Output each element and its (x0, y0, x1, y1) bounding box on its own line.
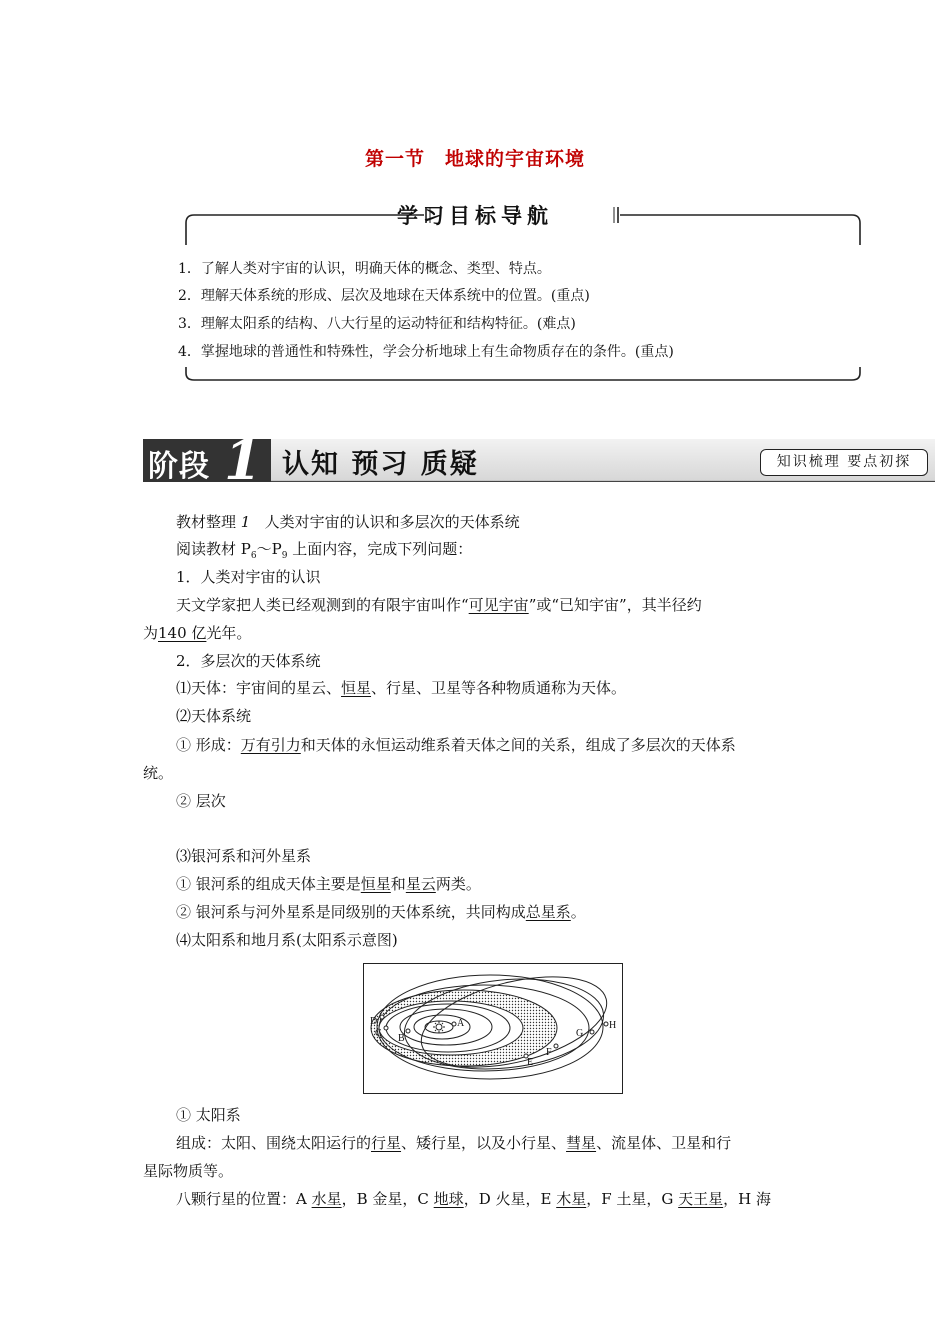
goal-item: 3．理解太阳系的结构、八大行星的运动特征和结构特征。(难点) (178, 316, 576, 332)
paragraph: 星际物质等。 (143, 1162, 234, 1180)
reading-instruction: 阅读教材 $P_6\sim P_9$ 上面内容，完成下列问题： (176, 540, 473, 561)
stage-tag: 知识梳理 要点初探 (760, 449, 928, 476)
goal-item: 4．掌握地球的普通性和特殊性，学会分析地球上有生命物质存在的条件。(重点) (178, 344, 674, 360)
stage-number: 1 (224, 428, 262, 492)
planet-label: G (576, 1028, 584, 1039)
paragraph: ② 层次 (176, 792, 226, 810)
paragraph: ① 形成：万有引力和天体的永恒运动维系着天体之间的关系，组成了多层次的天体系 (176, 736, 736, 754)
paragraph: ① 太阳系 (176, 1106, 241, 1124)
paragraph: ⑴天体：宇宙间的星云、恒星、行星、卫星等各种物质通称为天体。 (176, 679, 627, 697)
paragraph: 天文学家把人类已经观测到的有限宇宙叫作“可见宇宙”或“已知宇宙”，其半径约 (176, 596, 702, 614)
planet-label: D (370, 1016, 378, 1027)
stage-title: 认知 预习 质疑 (282, 449, 479, 480)
subheading: 2．多层次的天体系统 (176, 652, 321, 670)
paragraph: 组成：太阳、围绕太阳运行的行星、矮行星，以及小行星、彗星、流星体、卫星和行 (176, 1134, 732, 1152)
paragraph: ② 银河系与河外星系是同级别的天体系统，共同构成总星系。 (176, 903, 586, 921)
planet-label: E (527, 1057, 534, 1068)
page-title: 第一节 地球的宇宙环境 (364, 148, 585, 170)
paragraph: ⑶银河系和河外星系 (176, 847, 312, 865)
paragraph: 统。 (143, 764, 174, 782)
section-heading: 教材整理 1 人类对宇宙的认识和多层次的天体系统 (176, 513, 520, 531)
solar-system-figure (363, 963, 623, 1094)
planet-label: F (546, 1047, 552, 1058)
goals-heading: 学习目标导航 (397, 203, 553, 228)
planet-label: B (398, 1033, 405, 1044)
planet-label: H (609, 1020, 617, 1031)
goal-item: 2．理解天体系统的形成、层次及地球在天体系统中的位置。(重点) (178, 288, 590, 304)
planet-label: A (457, 1018, 465, 1029)
paragraph: ⑷太阳系和地月系(太阳系示意图) (176, 931, 398, 949)
paragraph: 为140 亿光年。 (143, 624, 252, 642)
subheading: 1．人类对宇宙的认识 (176, 568, 321, 586)
paragraph: ① 银河系的组成天体主要是恒星和星云两类。 (176, 875, 481, 893)
paragraph: 八颗行星的位置：A 水星，B 金星，C 地球，D 火星，E 木星，F 土星，G 天王星，H 海 (176, 1190, 772, 1208)
solar-system-diagram (364, 964, 621, 1092)
planet-label: C (375, 1028, 382, 1039)
paragraph: ⑵天体系统 (176, 707, 252, 725)
stage-label: 阶段 (148, 449, 210, 484)
goal-item: 1．了解人类对宇宙的认识，明确天体的概念、类型、特点。 (178, 261, 551, 277)
